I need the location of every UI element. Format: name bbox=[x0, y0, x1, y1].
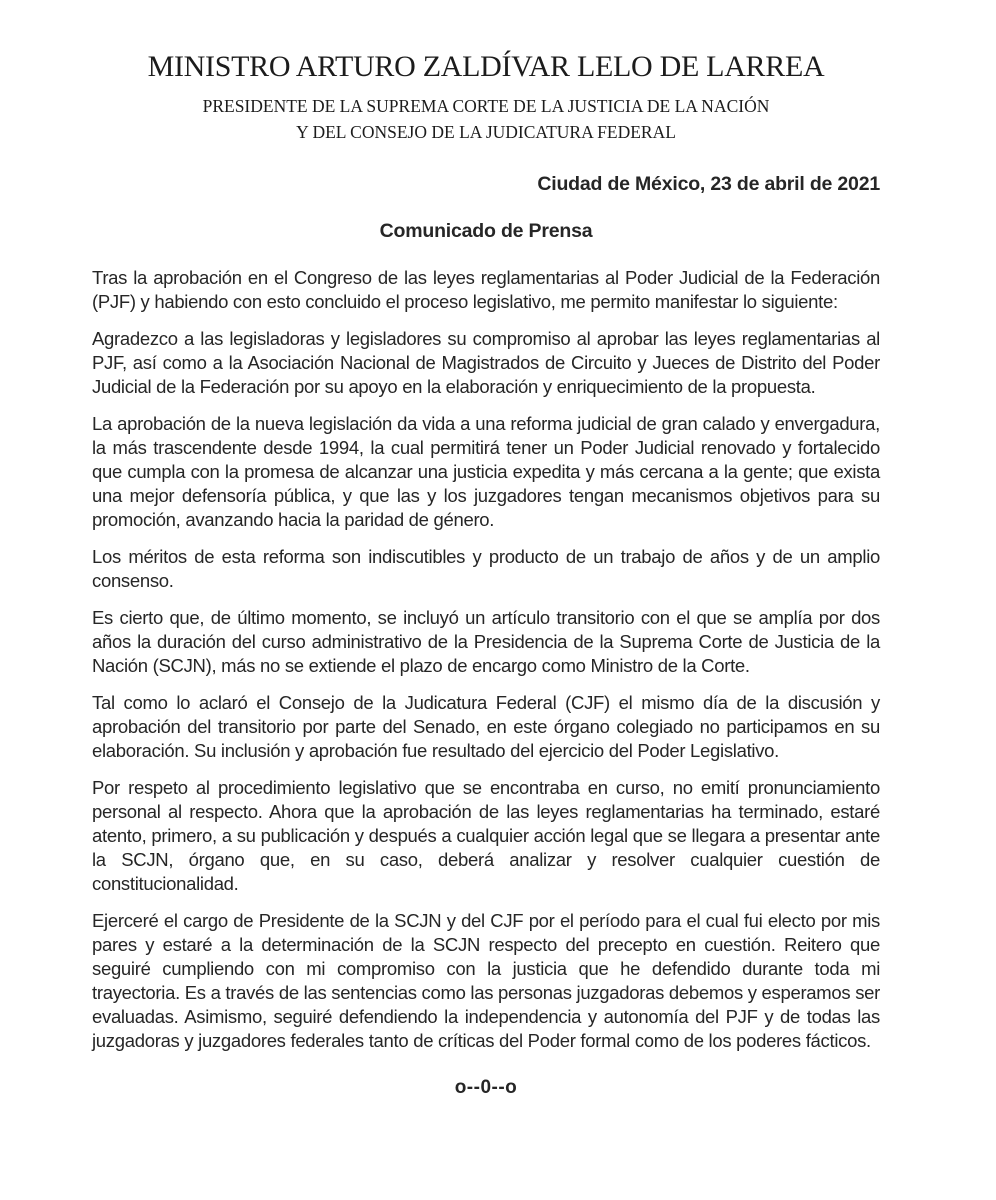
subtitle-line-2: Y DEL CONSEJO DE LA JUDICATURA FEDERAL bbox=[296, 122, 676, 142]
body-paragraph-4: Los méritos de esta reforma son indiscutibles y producto de un trabajo de años y de un amplio consenso. bbox=[92, 546, 880, 591]
page-title: MINISTRO ARTURO ZALDÍVAR LELO DE LARREA bbox=[147, 50, 825, 83]
letterhead-subtitle bbox=[92, 93, 880, 145]
body-paragraph-3: La aprobación de la nueva legislación da vida a una reforma judicial de gran calado y envergadura, la más trascendente desde 1994, la cual permitirá tener un Poder Judicial renovado y fortalecido que cumpla con la promesa de alcanzar una justicia expedita y más cercana a la gente; que exista una mejor defensoría pública, y que las y los juzgadores tengan mecanismos objetivos para su promoción, avanzando hacia la paridad de género. bbox=[92, 413, 880, 530]
body-paragraph-8: Ejerceré el cargo de Presidente de la SCJN y del CJF por el período para el cual fui electo por mis pares y estaré a la determinación de la SCJN respecto del precepto en cuestión. Reitero que seguiré cumpliendo con mi compromiso con la justicia que he defendido durante toda mi trayectoria. Es a través de las sentencias como las personas juzgadoras debemos y esperamos ser evaluadas. Asimismo, seguiré defendiendo la independencia y autonomía del PJF y de todas las juzgadoras y juzgadores federales tanto de críticas del Poder formal como de los poderes fácticos. bbox=[92, 910, 880, 1051]
letterhead bbox=[92, 50, 880, 145]
body-paragraph-6: Tal como lo aclaró el Consejo de la Judicatura Federal (CJF) el mismo día de la discusión y aprobación del transitorio por parte del Senado, en este órgano colegiado no participamos en su elaboración. Su inclusión y aprobación fue resultado del ejercicio del Poder Legislativo. bbox=[92, 692, 880, 761]
dateline: Ciudad de México, 23 de abril de 2021 bbox=[537, 173, 880, 195]
body-paragraph-1: Tras la aprobación en el Congreso de las leyes reglamentarias al Poder Judicial de la Federación (PJF) y habiendo con esto concluido el proceso legislativo, me permito manifestar lo siguiente: bbox=[92, 267, 880, 312]
footer-separator: o--0--o bbox=[454, 1077, 518, 1098]
body-paragraph-5: Es cierto que, de último momento, se incluyó un artículo transitorio con el que se amplía por dos años la duración del curso administrativo de la Presidencia de la Suprema Corte de Justicia de la Nación (SCJN), más no se extiende el plazo de encargo como Ministro de la Corte. bbox=[92, 607, 880, 676]
press-release-heading: Comunicado de Prensa bbox=[379, 220, 593, 242]
subtitle-line-1: PRESIDENTE DE LA SUPREMA CORTE DE LA JUSTICIA DE LA NACIÓN bbox=[202, 96, 770, 116]
body-paragraph-2: Agradezco a las legisladoras y legisladores su compromiso al aprobar las leyes reglamentarias al PJF, así como a la Asociación Nacional de Magistrados de Circuito y Jueces de Distrito del Poder Judicial de la Federación por su apoyo en la elaboración y enriquecimiento de la propuesta. bbox=[92, 328, 880, 397]
document-body bbox=[92, 266, 880, 1053]
body-paragraph-7: Por respeto al procedimiento legislativo que se encontraba en curso, no emití pronunciamiento personal al respecto. Ahora que la aprobación de las leyes reglamentarias ha terminado, estaré atento, primero, a su publicación y después a cualquier acción legal que se llegara a presentar ante la SCJN, órgano que, en su caso, deberá analizar y resolver cualquier cuestión de constitucionalidad. bbox=[92, 777, 880, 894]
